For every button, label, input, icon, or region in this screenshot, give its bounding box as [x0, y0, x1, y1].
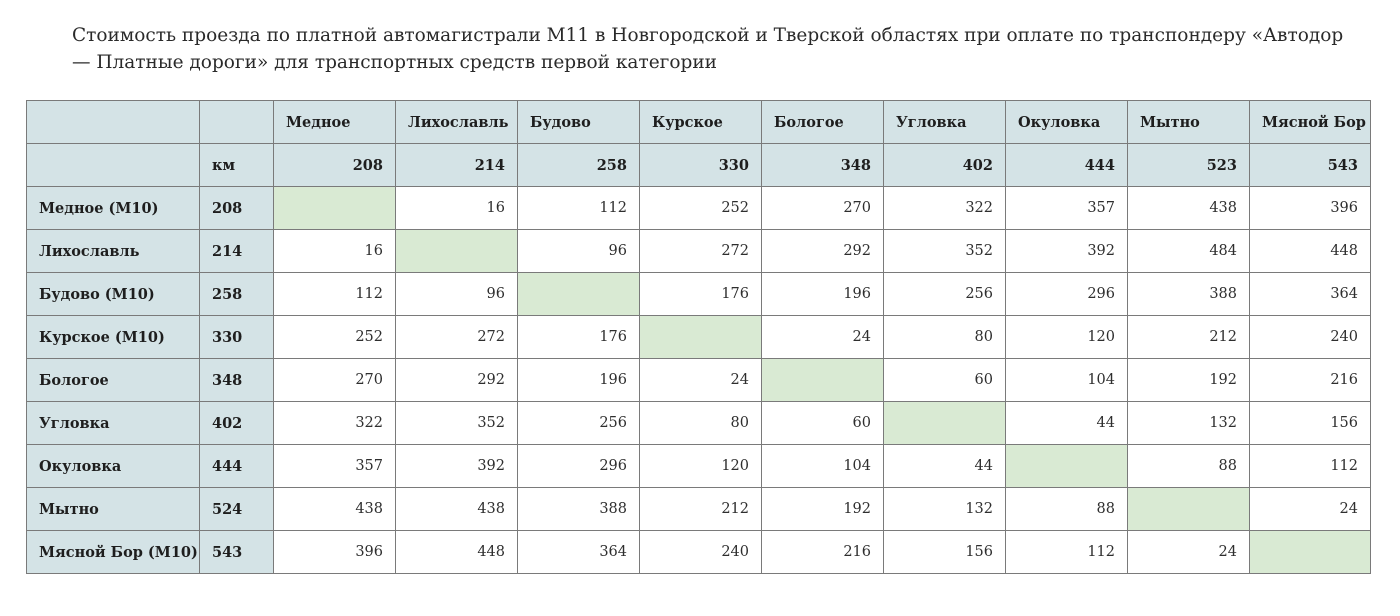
fare-cell: 96	[396, 273, 518, 316]
fare-cell: 96	[518, 230, 640, 273]
fare-cell: 112	[1250, 445, 1371, 488]
fare-cell: 88	[1006, 488, 1128, 531]
fare-cell: 44	[884, 445, 1006, 488]
fare-cell: 438	[274, 488, 396, 531]
column-header-km: 523	[1128, 144, 1250, 187]
fare-cell: 196	[518, 359, 640, 402]
fare-cell: 256	[884, 273, 1006, 316]
table-row	[27, 445, 1371, 488]
row-header-km: 402	[200, 402, 274, 445]
fare-cell: 392	[1006, 230, 1128, 273]
fare-cell: 132	[1128, 402, 1250, 445]
fare-cell: 352	[396, 402, 518, 445]
column-header-station: Курское	[640, 101, 762, 144]
fare-cell: 112	[274, 273, 396, 316]
row-header-km: 444	[200, 445, 274, 488]
row-header-km: 348	[200, 359, 274, 402]
row-header-station: Мясной Бор (М10)	[27, 531, 200, 574]
fare-cell: 120	[640, 445, 762, 488]
fare-cell: 120	[1006, 316, 1128, 359]
fare-cell: 357	[274, 445, 396, 488]
fare-cell: 484	[1128, 230, 1250, 273]
fare-cell: 132	[884, 488, 1006, 531]
table-row	[27, 488, 1371, 531]
fare-cell: 392	[396, 445, 518, 488]
fare-cell: 24	[1250, 488, 1371, 531]
fare-cell: 322	[274, 402, 396, 445]
fare-cell: 438	[1128, 187, 1250, 230]
column-header-km: 330	[640, 144, 762, 187]
fare-cell: 396	[274, 531, 396, 574]
fare-cell: 352	[884, 230, 1006, 273]
fare-cell: 270	[274, 359, 396, 402]
fare-cell: 16	[274, 230, 396, 273]
diagonal-cell	[396, 230, 518, 273]
diagonal-cell	[640, 316, 762, 359]
column-header-km: 444	[1006, 144, 1128, 187]
fare-cell: 388	[1128, 273, 1250, 316]
km-label: км	[200, 144, 274, 187]
fare-cell: 270	[762, 187, 884, 230]
column-header-km: 348	[762, 144, 884, 187]
fare-cell: 156	[1250, 402, 1371, 445]
fare-cell: 192	[1128, 359, 1250, 402]
page-title: Стоимость проезда по платной автомагистрали М11 в Новгородской и Тверской областях при оплате по транспондеру «Автодор — Платные дороги» для транспортных средств первой категории	[72, 25, 1344, 73]
row-header-station: Угловка	[27, 402, 200, 445]
diagonal-cell	[762, 359, 884, 402]
diagonal-cell	[1006, 445, 1128, 488]
column-header-km: 258	[518, 144, 640, 187]
row-header-km: 208	[200, 187, 274, 230]
fare-cell: 272	[396, 316, 518, 359]
table-row	[27, 187, 1371, 230]
fare-cell: 16	[396, 187, 518, 230]
diagonal-cell	[1250, 531, 1371, 574]
column-header-station: Лихославль	[396, 101, 518, 144]
row-header-station: Курское (М10)	[27, 316, 200, 359]
fare-cell: 216	[762, 531, 884, 574]
fare-cell: 357	[1006, 187, 1128, 230]
column-header-km: 543	[1250, 144, 1371, 187]
fare-cell: 364	[1250, 273, 1371, 316]
fare-cell: 448	[396, 531, 518, 574]
table-row	[27, 531, 1371, 574]
fare-cell: 212	[1128, 316, 1250, 359]
fare-cell: 176	[518, 316, 640, 359]
row-header-station: Бологое	[27, 359, 200, 402]
column-header-station: Будово	[518, 101, 640, 144]
fare-cell: 292	[396, 359, 518, 402]
fare-cell: 364	[518, 531, 640, 574]
diagonal-cell	[884, 402, 1006, 445]
fare-cell: 296	[518, 445, 640, 488]
fare-cell: 256	[518, 402, 640, 445]
row-header-km: 543	[200, 531, 274, 574]
header-corner-cell	[27, 101, 200, 144]
column-header-station: Мытно	[1128, 101, 1250, 144]
fare-cell: 60	[884, 359, 1006, 402]
fare-cell: 24	[640, 359, 762, 402]
table-row	[27, 359, 1371, 402]
table-row	[27, 230, 1371, 273]
column-header-station: Угловка	[884, 101, 1006, 144]
fare-cell: 60	[762, 402, 884, 445]
row-header-station: Будово (М10)	[27, 273, 200, 316]
fare-cell: 322	[884, 187, 1006, 230]
row-header-km: 330	[200, 316, 274, 359]
header-row-km	[27, 144, 1371, 187]
row-header-station: Лихославль	[27, 230, 200, 273]
fare-cell: 24	[1128, 531, 1250, 574]
header-corner-cell	[200, 101, 274, 144]
diagonal-cell	[518, 273, 640, 316]
fare-table	[26, 100, 1371, 574]
column-header-station: Мясной Бор	[1250, 101, 1371, 144]
fare-cell: 212	[640, 488, 762, 531]
column-header-station: Окуловка	[1006, 101, 1128, 144]
fare-cell: 240	[640, 531, 762, 574]
fare-cell: 44	[1006, 402, 1128, 445]
fare-cell: 104	[1006, 359, 1128, 402]
fare-cell: 80	[884, 316, 1006, 359]
fare-cell: 252	[640, 187, 762, 230]
column-header-km: 208	[274, 144, 396, 187]
fare-cell: 192	[762, 488, 884, 531]
fare-cell: 88	[1128, 445, 1250, 488]
diagonal-cell	[274, 187, 396, 230]
fare-cell: 112	[518, 187, 640, 230]
fare-cell: 292	[762, 230, 884, 273]
row-header-km: 524	[200, 488, 274, 531]
table-row	[27, 402, 1371, 445]
row-header-km: 214	[200, 230, 274, 273]
fare-cell: 196	[762, 273, 884, 316]
fare-cell: 176	[640, 273, 762, 316]
fare-cell: 156	[884, 531, 1006, 574]
fare-cell: 296	[1006, 273, 1128, 316]
fare-cell: 396	[1250, 187, 1371, 230]
column-header-km: 214	[396, 144, 518, 187]
fare-cell: 388	[518, 488, 640, 531]
fare-cell: 112	[1006, 531, 1128, 574]
fare-cell: 216	[1250, 359, 1371, 402]
fare-cell: 272	[640, 230, 762, 273]
header-corner-cell	[27, 144, 200, 187]
row-header-km: 258	[200, 273, 274, 316]
fare-cell: 448	[1250, 230, 1371, 273]
row-header-station: Окуловка	[27, 445, 200, 488]
column-header-km: 402	[884, 144, 1006, 187]
fare-cell: 80	[640, 402, 762, 445]
row-header-station: Медное (М10)	[27, 187, 200, 230]
table-row	[27, 316, 1371, 359]
fare-cell: 252	[274, 316, 396, 359]
diagonal-cell	[1128, 488, 1250, 531]
column-header-station: Медное	[274, 101, 396, 144]
column-header-station: Бологое	[762, 101, 884, 144]
table-row	[27, 273, 1371, 316]
row-header-station: Мытно	[27, 488, 200, 531]
header-row-names	[27, 101, 1371, 144]
fare-cell: 240	[1250, 316, 1371, 359]
fare-cell: 438	[396, 488, 518, 531]
fare-cell: 104	[762, 445, 884, 488]
fare-cell: 24	[762, 316, 884, 359]
